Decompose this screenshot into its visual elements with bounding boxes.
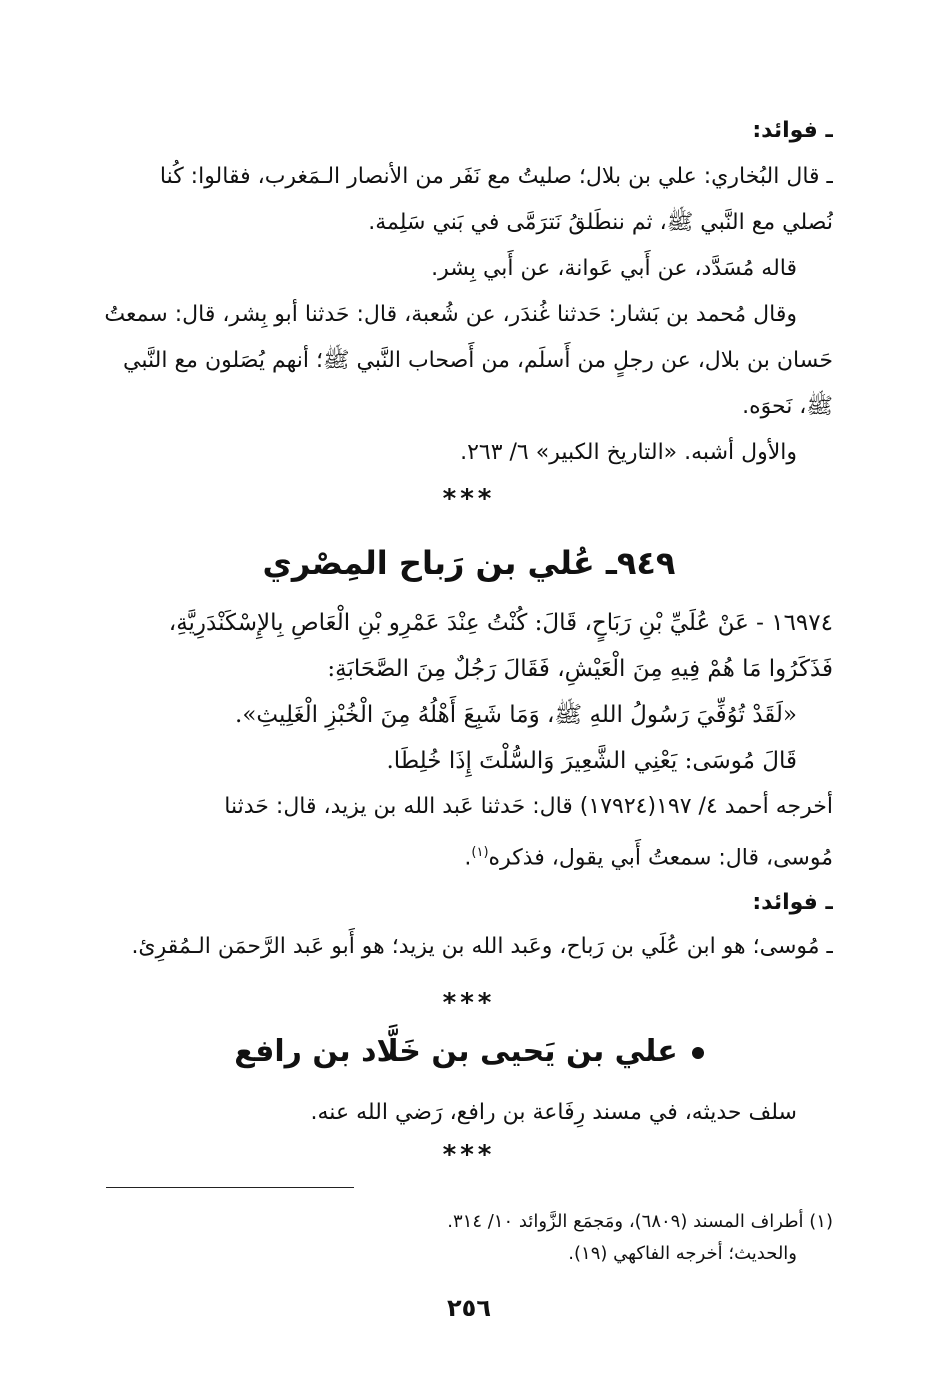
separator-stars: *** bbox=[442, 988, 496, 1018]
takhrij-line bbox=[95, 830, 833, 881]
hadith-line: فَذَكَرُوا مَا هُمْ فِيهِ مِنَ الْعَيْشِ، فَقَالَ رَجُلٌ مِنَ الصَّحَابَةِ: bbox=[327, 656, 833, 682]
narrator-note-text: سلف حديثه، في مسند رِفَاعة بن رافع، رَضي الله عنه. bbox=[310, 1100, 797, 1125]
takhrij-line: أخرجه أحمد ٤/ ١٩٧(١٧٩٢٤) قال: حَدثنا عَبد الله بن يزيد، قال: حَدثنا bbox=[224, 794, 833, 819]
paragraph-line: نُصلي مع النَّبي ﷺ، ثم ننطَلقُ نَترَمَّى في بَني سَلِمة. bbox=[368, 210, 833, 235]
takhrij-text: مُوسى، قال: سمعتُ أَبي يقول، فذكره bbox=[488, 845, 833, 871]
paragraph-line: ـ قال البُخاري: علي بن بلال؛ صليتُ مع نَفَر من الأنصار الـمَغرب، فقالوا: كُنا bbox=[159, 164, 833, 189]
paragraph-line: وقال مُحمد بن بَشار: حَدثنا غُندَر، عن شُعبة، قال: حَدثنا أبو بِشر، قال: سمعتُ bbox=[104, 302, 797, 327]
hadith-block bbox=[95, 600, 833, 969]
fawaid-text: ـ مُوسى؛ هو ابن عُلَي بن رَباح، وعَبد الله بن يزيد؛ هو أَبو عَبد الرَّحمَن الـمُقرِئ. bbox=[131, 934, 833, 960]
takhrij-end: . bbox=[464, 845, 472, 871]
paragraph-line: والأول أشبه. «التاريخ الكبير» ٦/ ٢٦٣. bbox=[460, 440, 797, 465]
footnote-line: والحديث؛ أخرجه الفاكهي (١٩). bbox=[568, 1243, 797, 1264]
paragraph-line: حَسان بن بلال، عن رجلٍ من أَسلَم، من أَصحاب النَّبي ﷺ؛ أنهم يُصَلون مع النَّبي bbox=[123, 348, 833, 373]
narrator-title: علي بن يَحيى بن خَلَّاد بن رافع bbox=[234, 1034, 678, 1069]
paragraph-line: قاله مُسَدَّد، عن أَبي عَوانة، عن أَبي بِشر. bbox=[431, 256, 797, 281]
footnote-line: (١) أطراف المسند (٦٨٠٩)، ومَجمَع الزَّوائد ١٠/ ٣١٤. bbox=[447, 1211, 833, 1232]
narrator-heading bbox=[0, 1034, 938, 1069]
paragraph-line: ﷺ، نَحوَه. bbox=[742, 394, 833, 419]
bullet-icon bbox=[692, 1047, 704, 1059]
separator-stars: *** bbox=[442, 484, 496, 514]
hadith-line: «لَقَدْ تُوُفِّيَ رَسُولُ اللهِ ﷺ، وَمَا شَبِعَ أَهْلُهُ مِنَ الْخُبْزِ الْغَلِيثِ». bbox=[235, 702, 797, 728]
footnote-divider bbox=[106, 1187, 354, 1188]
fawaid-heading: ـ فوائد: bbox=[752, 890, 833, 916]
fawaid-section-1 bbox=[95, 108, 833, 476]
footnotes bbox=[95, 1206, 833, 1270]
hadith-line: قَالَ مُوسَى: يَعْنِي الشَّعِيرَ وَالسُّلْتَ إِذَا خُلِطَا. bbox=[386, 748, 797, 774]
chapter-title: ٩٤٩ـ عُلي بن رَباح المِصْري bbox=[262, 544, 676, 582]
hadith-line: ١٦٩٧٤ - عَنْ عُلَيِّ بْنِ رَبَاحٍ، قَالَ: كُنْتُ عِنْدَ عَمْرِو بْنِ الْعَاصِ بِالإِسْكَنْدَرِيَّةِ، bbox=[168, 610, 833, 636]
page-number: ٢٥٦ bbox=[447, 1294, 491, 1322]
footnote-reference[interactable]: (١) bbox=[471, 845, 489, 860]
separator-stars: *** bbox=[442, 1140, 496, 1170]
fawaid-heading: ـ فوائد: bbox=[752, 118, 833, 143]
narrator-note bbox=[95, 1090, 833, 1136]
